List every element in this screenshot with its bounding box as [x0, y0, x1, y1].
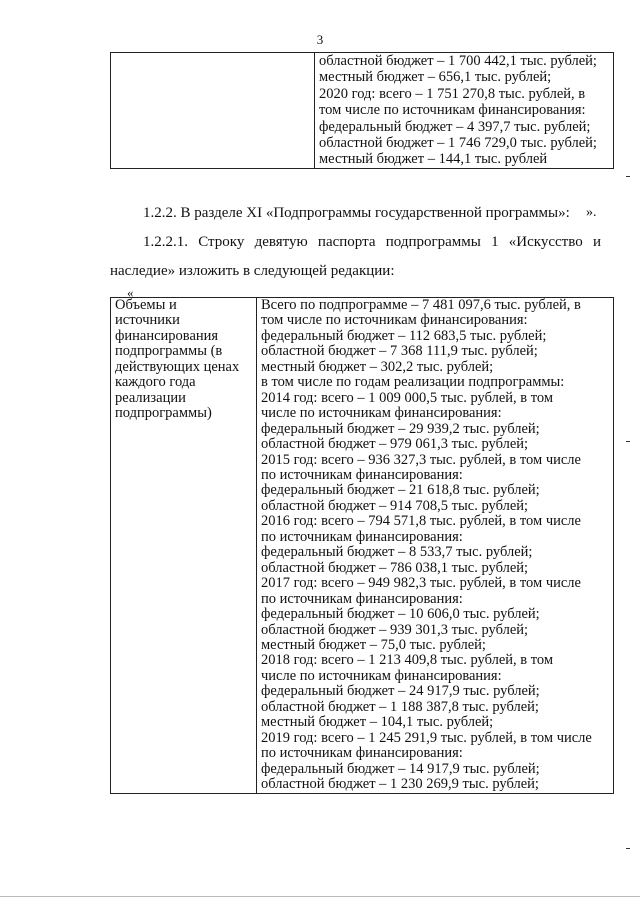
table-row — [111, 53, 614, 169]
text-line: числе по источникам финансирования: — [261, 667, 502, 684]
text-line: том числе по источникам финансирования: — [319, 102, 586, 119]
row-value-lines — [261, 298, 609, 793]
text-line: по источникам финансирования: — [261, 745, 463, 762]
text-line: местный бюджет – 144,1 тыс. рублей — [319, 151, 548, 168]
text-line: федеральный бюджет – 10 606,0 тыс. рублей; — [261, 606, 540, 623]
continuation-table — [110, 52, 614, 169]
label-line: финансирования — [115, 327, 219, 344]
label-line: источники — [115, 312, 180, 329]
subprogram-passport-table — [110, 297, 614, 794]
opening-quote: « — [127, 285, 134, 300]
text-line: Всего по подпрограмме – 7 481 097,6 тыс. рублей, в — [261, 297, 581, 313]
label-line: подпрограммы) — [115, 405, 212, 422]
text-line: областной бюджет – 979 061,3 тыс. рублей; — [261, 436, 529, 453]
word: подпрограммы — [385, 234, 481, 250]
row-label-lines — [115, 298, 252, 422]
label-line: каждого года — [115, 374, 196, 391]
label-line: действующих ценах — [115, 358, 240, 375]
text-line: 2020 год: всего – 1 751 270,8 тыс. рублей, в — [319, 85, 586, 102]
text-line: федеральный бюджет – 4 397,7 тыс. рублей; — [319, 118, 591, 135]
text-line: 2014 год: всего – 1 009 000,5 тыс. рублей, в том — [261, 389, 554, 406]
text-line: областной бюджет – 1 230 269,9 тыс. рублей; — [261, 776, 539, 793]
label-line: Объемы и — [115, 297, 177, 313]
text-line: областной бюджет – 786 038,1 тыс. рублей; — [261, 559, 529, 576]
page-number: 3 — [316, 32, 324, 47]
text-line: областной бюджет – 914 708,5 тыс. рублей; — [261, 497, 529, 514]
text-line: по источникам финансирования: — [261, 590, 463, 607]
text-line: том числе по источникам финансирования: — [261, 312, 528, 329]
text-line: федеральный бюджет – 112 683,5 тыс. рублей; — [261, 327, 547, 344]
justified-line — [143, 228, 601, 256]
word: и — [592, 234, 601, 250]
text-line: федеральный бюджет – 14 917,9 тыс. рублей; — [261, 760, 540, 777]
table-row — [111, 298, 614, 794]
row-value-cell — [257, 298, 614, 794]
scan-mark — [626, 848, 630, 849]
text-line: местный бюджет – 302,2 тыс. рублей; — [261, 358, 494, 375]
word: паспорта — [317, 234, 376, 250]
word: 1 — [491, 234, 499, 250]
scan-mark — [626, 176, 630, 177]
funding-lines — [319, 53, 609, 168]
text-line: областной бюджет – 1 700 442,1 тыс. рублей; — [319, 53, 597, 69]
text-line: федеральный бюджет – 29 939,2 тыс. рублей; — [261, 420, 540, 437]
text-line: 2018 год: всего – 1 213 409,8 тыс. рублей, в том — [261, 652, 554, 669]
word: Строку — [198, 234, 245, 250]
word: «Искусство — [508, 234, 583, 250]
closing-quote: ». — [586, 205, 597, 220]
text-line: местный бюджет – 656,1 тыс. рублей; — [319, 69, 552, 86]
text-line: федеральный бюджет – 21 618,8 тыс. рублей; — [261, 482, 540, 499]
section-paragraph: 1.2.2. В разделе XI «Подпрограммы государственной программы»: — [143, 205, 570, 221]
label-line: подпрограммы (в — [115, 343, 223, 360]
page-edge — [0, 896, 640, 897]
text-line: 2016 год: всего – 794 571,8 тыс. рублей, в том числе — [261, 513, 581, 530]
text-line: областной бюджет – 939 301,3 тыс. рублей; — [261, 621, 529, 638]
text-line: по источникам финансирования: — [261, 528, 463, 545]
text-line: 2017 год: всего – 949 982,3 тыс. рублей, в том числе — [261, 575, 581, 592]
text-line: областной бюджет – 1 746 729,0 тыс. рублей; — [319, 135, 597, 152]
funding-cell — [315, 53, 614, 169]
instruction-paragraph-line2: наследие» изложить в следующей редакции: — [110, 263, 395, 279]
text-line: 2015 год: всего – 936 327,3 тыс. рублей, в том числе — [261, 451, 581, 468]
text-line: по источникам финансирования: — [261, 466, 463, 483]
instruction-paragraph-line1 — [143, 228, 601, 256]
word: 1.2.2.1. — [143, 234, 188, 250]
label-line: реализации — [115, 389, 186, 406]
text-line: числе по источникам финансирования: — [261, 405, 502, 422]
text-line: областной бюджет – 7 368 111,9 тыс. рублей; — [261, 343, 538, 360]
text-line: областной бюджет – 1 188 387,8 тыс. рублей; — [261, 698, 539, 715]
text-line: местный бюджет – 104,1 тыс. рублей; — [261, 714, 494, 731]
word: девятую — [254, 234, 308, 250]
empty-left-cell — [111, 53, 315, 169]
text-line: в том числе по годам реализации подпрограммы: — [261, 374, 565, 391]
text-line: федеральный бюджет – 8 533,7 тыс. рублей; — [261, 544, 533, 561]
row-label-cell — [111, 298, 257, 794]
text-line: местный бюджет – 75,0 тыс. рублей; — [261, 636, 486, 653]
scan-mark — [626, 441, 630, 442]
text-line: федеральный бюджет – 24 917,9 тыс. рублей; — [261, 683, 540, 700]
text-line: 2019 год: всего – 1 245 291,9 тыс. рублей, в том числе — [261, 729, 592, 746]
